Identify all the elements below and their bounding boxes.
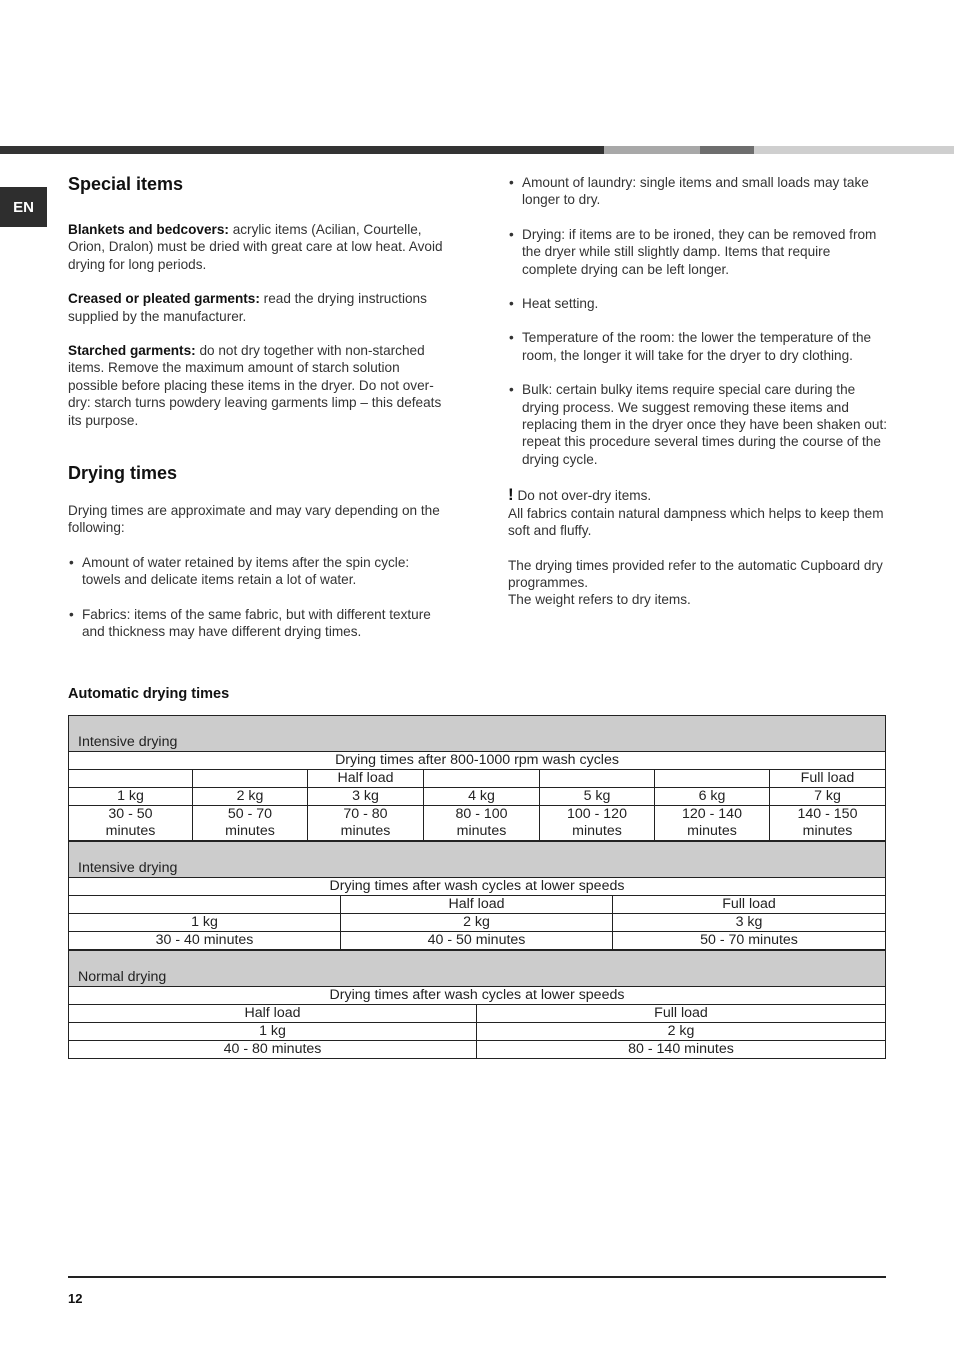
drying-intro: Drying times are approximate and may vary depending on the following:: [68, 503, 440, 536]
table-subheader: Drying times after wash cycles at lower speeds: [69, 987, 886, 1005]
table-section-header: Normal drying: [69, 951, 886, 987]
page-number: 12: [68, 1291, 83, 1306]
table-subheader: Drying times after wash cycles at lower speeds: [69, 878, 886, 896]
full-load-label: Full load: [770, 770, 886, 788]
table-subheader: Drying times after 800-1000 rpm wash cycles: [69, 752, 886, 770]
top-bar-segment: [700, 146, 754, 154]
bullet-item: • Temperature of the room: the lower the temperature of the room, the longer it will take for the dryer to dry clothing.: [508, 329, 888, 364]
time-unit: minutes: [572, 823, 622, 839]
weight-cell: 2 kg: [341, 914, 613, 932]
time-unit: minutes: [687, 823, 737, 839]
weight-cell: 1 kg: [69, 788, 193, 806]
weight-cell: 3 kg: [308, 788, 424, 806]
time-unit: minutes: [340, 823, 391, 839]
top-bar-segment: [754, 146, 954, 154]
warning-mark: !: [508, 485, 514, 505]
bullet-item: • Amount of laundry: single items and small loads may take longer to dry.: [508, 174, 888, 209]
automatic-drying-times-title: Automatic drying times: [68, 686, 230, 702]
blankets-label: Blankets and bedcovers:: [68, 222, 229, 237]
warning-text: Do not over-dry items.: [513, 488, 652, 504]
right-column: [508, 174, 888, 609]
full-load-label: Full load: [613, 896, 886, 914]
special-items-heading: Special items: [68, 174, 184, 194]
table-cell: [540, 770, 655, 788]
top-bar-segment: [0, 146, 604, 154]
bullet-item: • Amount of water retained by items after the spin cycle: towels and delicate items retain a lot of water.: [68, 554, 450, 589]
time-range: 80 - 100: [455, 806, 508, 822]
time-unit: minutes: [225, 823, 275, 839]
starched-text: do not dry together with non-starched items. Remove the maximum amount of starch solution possible before placing these items in the dryer. Do not over-dry: starch turns powdery leaving garments limp – this defeats its purpose.: [68, 343, 442, 428]
table-cell: [69, 770, 193, 788]
time-range: 120 - 140: [682, 806, 742, 822]
table-section-header: Intensive drying: [69, 716, 886, 752]
time-range: 70 - 80: [343, 806, 388, 822]
weight-cell: 6 kg: [655, 788, 770, 806]
intensive-drying-table-800rpm: [68, 715, 886, 841]
time-cell: 50 - 70 minutes: [613, 932, 886, 950]
time-range: 140 - 150: [797, 806, 858, 822]
weight-text: The weight refers to dry items.: [508, 592, 691, 608]
table-cell: [193, 770, 308, 788]
time-unit: minutes: [105, 823, 156, 839]
half-load-label: Half load: [308, 770, 424, 788]
half-load-label: Half load: [69, 1005, 477, 1023]
time-unit: minutes: [802, 823, 853, 839]
starched-label: Starched garments:: [68, 343, 196, 359]
table-cell: [655, 770, 770, 788]
weight-cell: 5 kg: [540, 788, 655, 806]
bullet-item: • Bulk: certain bulky items require special care during the drying process. We suggest removing these items and replacing them in the dryer once they have been shaken out: repeat this procedure several times during the course of the drying cycle.: [508, 381, 888, 468]
bullet-item: • Drying: if items are to be ironed, they can be removed from the dryer while still slightly damp. Items that require complete drying can be left longer.: [508, 226, 888, 278]
weight-cell: 1 kg: [69, 1023, 477, 1041]
creased-text: read the drying instructions supplied by the manufacturer.: [68, 291, 427, 324]
table-cell: [424, 770, 540, 788]
time-cell: 80 - 140 minutes: [477, 1041, 886, 1059]
table-section-header: Intensive drying: [69, 842, 886, 878]
time-cell: [308, 806, 424, 841]
dampness-text: All fabrics contain natural dampness which helps to keep them soft and fluffy.: [508, 505, 884, 539]
weight-cell: 7 kg: [770, 788, 886, 806]
weight-cell: 2 kg: [193, 788, 308, 806]
time-range: 30 - 50: [108, 806, 153, 822]
time-cell: [540, 806, 655, 841]
time-cell: [655, 806, 770, 841]
time-range: 100 - 120: [567, 806, 627, 822]
creased-paragraph: [68, 290, 450, 325]
creased-label: Creased or pleated garments:: [68, 291, 260, 307]
weight-cell: 3 kg: [613, 914, 886, 932]
time-cell: [424, 806, 540, 841]
bullet-item: • Fabrics: items of the same fabric, but with different texture and thickness may have different drying times.: [68, 606, 450, 641]
table-cell: [69, 896, 341, 914]
half-load-label: Half load: [341, 896, 613, 914]
time-cell: [69, 806, 193, 841]
weight-cell: 4 kg: [424, 788, 540, 806]
time-cell: 40 - 50 minutes: [341, 932, 613, 950]
blankets-paragraph: [68, 221, 450, 273]
provided-text: The drying times provided refer to the automatic Cupboard dry programmes.: [508, 557, 883, 590]
top-bar-segment: [604, 146, 700, 154]
time-range: 50 - 70: [227, 806, 273, 822]
time-cell: [193, 806, 308, 841]
weight-cell: 2 kg: [477, 1023, 886, 1041]
bullet-item: • Heat setting.: [508, 295, 888, 312]
blankets-text: acrylic items (Acilian, Courtelle, Orion, Dralon) must be dried with great care at low heat. Avoid drying for long periods.: [68, 222, 443, 272]
drying-times-heading: Drying times: [68, 463, 178, 484]
left-column: [68, 174, 450, 641]
intensive-drying-table-lower-speeds: [68, 841, 886, 950]
weight-cell: 1 kg: [69, 914, 341, 932]
time-unit: minutes: [456, 823, 507, 839]
starched-paragraph: [68, 342, 450, 429]
full-load-label: Full load: [477, 1005, 886, 1023]
normal-drying-table: [68, 950, 886, 1059]
language-tab: EN: [0, 187, 47, 227]
warning-line: [508, 486, 888, 504]
time-cell: 40 - 80 minutes: [69, 1041, 477, 1059]
footer-rule: [68, 1276, 886, 1278]
time-cell: 30 - 40 minutes: [69, 932, 341, 950]
top-color-bar: [0, 146, 954, 154]
time-cell: [770, 806, 886, 841]
